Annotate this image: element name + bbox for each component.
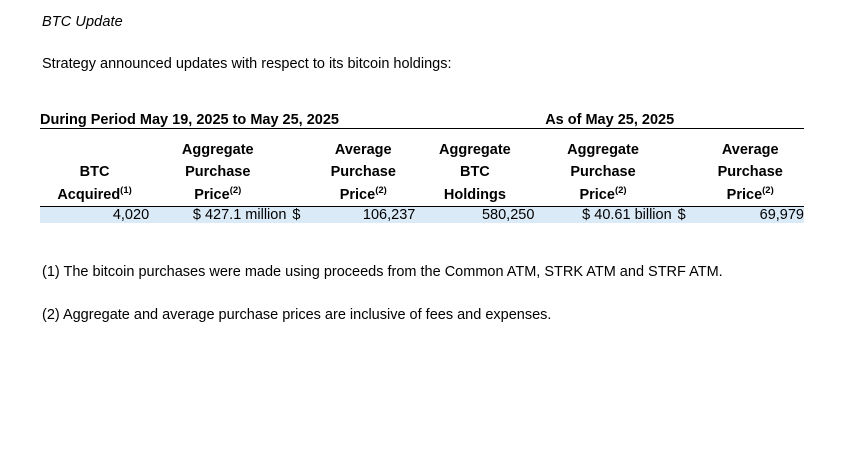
footnote-marker-2: (2) <box>229 185 242 197</box>
footnote-marker-2d: (2) <box>762 185 774 197</box>
cell-average-purchase-price-currency: $ <box>286 207 311 223</box>
column-header-aggregate-btc-holdings: Aggregate BTC Holdings <box>439 142 511 203</box>
btc-update-table-wrapper <box>40 112 804 223</box>
header-spacer-row <box>40 129 804 139</box>
column-header-average-purchase-price-total: Average Purchase Price$^{(2)}$ <box>717 142 783 203</box>
cell-average-purchase-price-total: 69,979 <box>696 207 804 223</box>
cell-aggregate-purchase-price-total: $ 40.61 billion <box>534 207 671 223</box>
column-header-row <box>40 139 804 206</box>
column-header-aggregate-purchase-price-total: Aggregate Purchase Price$^{(2)}$ <box>567 142 639 203</box>
group-header-row <box>40 112 804 128</box>
table-row <box>40 207 804 223</box>
column-header-btc-acquired: BTC Acquired$^{(1)}$ <box>57 164 132 203</box>
cell-aggregate-purchase-price: $ 427.1 million <box>149 207 286 223</box>
btc-update-table <box>40 112 804 223</box>
column-header-average-purchase-price: Average Purchase Price$^{(2)}$ <box>330 142 396 203</box>
column-header-currency-spacer-1 <box>286 139 311 206</box>
page-title: BTC Update <box>42 14 123 30</box>
group-header-during-period: During Period May 19, 2025 to May 25, 2025 <box>40 112 339 128</box>
footnote-marker-1: (1) <box>120 185 132 197</box>
footnotes-section <box>40 261 804 326</box>
cell-btc-acquired: 4,020 <box>40 207 149 223</box>
cell-average-purchase-price: 106,237 <box>311 207 415 223</box>
cell-aggregate-btc-holdings: 580,250 <box>415 207 534 223</box>
footnote-marker-2b: (2) <box>375 185 387 197</box>
cell-average-purchase-price-total-currency: $ <box>672 207 697 223</box>
footnote-marker-2c: (2) <box>614 185 627 197</box>
intro-paragraph: Strategy announced updates with respect to its bitcoin holdings: <box>42 56 452 72</box>
footnote-1: (1) The bitcoin purchases were made using proceeds from the Common ATM, STRK ATM and STRF ATM. <box>42 264 723 281</box>
column-header-currency-spacer-2 <box>672 139 697 206</box>
column-header-aggregate-purchase-price: Aggregate Purchase Price$^{(2)}$ <box>181 142 254 203</box>
footnote-2: (2) Aggregate and average purchase prices are inclusive of fees and expenses. <box>42 306 552 323</box>
group-header-as-of: As of May 25, 2025 <box>545 112 675 128</box>
